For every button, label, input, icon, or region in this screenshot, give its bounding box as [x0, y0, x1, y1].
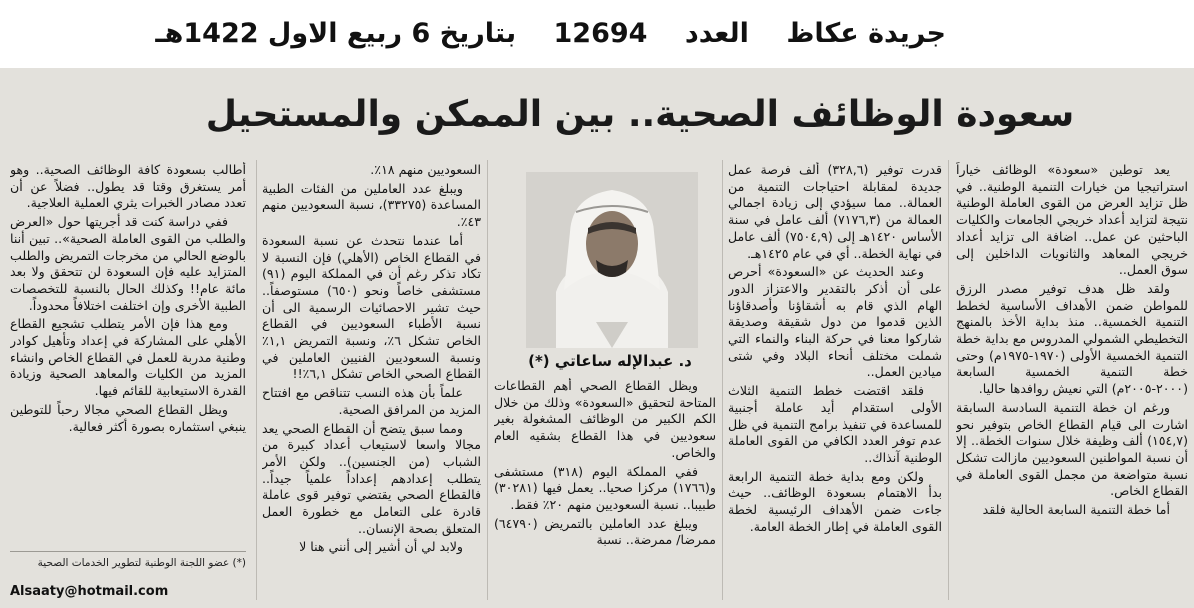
article-column-4	[262, 162, 481, 602]
article-column-2	[728, 162, 942, 602]
newspaper-name: جريدة عكاظ	[786, 18, 946, 49]
issue-label: العدد	[684, 18, 749, 49]
column-divider	[722, 160, 723, 600]
article-title: سعودة الوظائف الصحية.. بين الممكن والمستحيل	[205, 94, 1075, 135]
author-portrait-image	[526, 172, 698, 348]
column-divider	[948, 160, 949, 600]
page-header	[0, 0, 1194, 68]
author-photo	[526, 172, 698, 348]
paragraph: ورغم ان خطة التنمية السادسة السابقة اشارت الى قيام القطاع الخاص بتوفير نحو (١٥٤,٧) ألف وظيفة خلال سنوات الخطة.. إلا أن نسبة المواطنين السعوديين مازالت تشكل نسبة متواضعة من مجمل القوى العاملة في القطاع الخاص.	[956, 399, 1188, 499]
paragraph: قدرت توفير (٣٢٨,٦) ألف فرصة عمل جديدة لمقابلة احتياجات التنمية من العمالة.. مما سيؤدي إلى زيادة اجمالي العمالة من (٧١٧٦,٣) ألف عامل في سنة الأساس ١٤٢٠هـ إلى (٧٥٠٤,٩) ألف عامل في نهاية الخطة.. أي في عام ١٤٢٥هـ.	[728, 162, 942, 261]
paragraph: ولابد لي أن أشير إلى أنني هنا لا	[299, 539, 463, 555]
author-caption: د. عبدالإله ساعاتي (*)	[528, 352, 692, 370]
author-email: Alsaaty@hotmail.com	[10, 584, 169, 599]
paragraph: علماً بأن هذه النسب تتناقص مع افتتاح المزيد من المرافق الصحية.	[262, 385, 481, 417]
article-column-1	[956, 162, 1188, 602]
issue-number: 12694	[553, 18, 648, 49]
paragraph: ويبلغ عدد العاملين من الفئات الطبية المساعدة (٣٣٢٧٥)، نسبة السعوديين منهم ٤٣٪.	[262, 180, 481, 230]
article-column-5	[10, 162, 246, 546]
paragraph: السعوديين منهم ١٨٪.	[370, 162, 481, 177]
paragraph: فلقد اقتضت خطط التنمية الثلاث الأولى استقدام أيد عاملة أجنبية للمساعدة في تنفيذ برامج التنمية في ظل عدم توفر العدد الكافي من القوى العاملة الوطنية آنذاك..	[728, 383, 942, 465]
paragraph: أما عندما نتحدث عن نسبة السعودة في القطاع الخاص (الأهلي) فإن النسبة لا تكاد تذكر رغم أن في المملكة اليوم (٩١) مستشفى خاصاً ونحو (٦٥٠) مستوصفاً.. حيث تشير الاحصائيات الرسمية الى أن نسبة الأطباء السعوديين في القطاع الخاص تشكل ٦٪، ونسبة التمريض ١,١٪ ونسبة السعوديين الفنيين العاملين في القطاع الصحي الخاص تشكل ٦,١٪!!	[262, 232, 481, 382]
article-column-3	[494, 378, 716, 604]
paragraph: ففي دراسة كنت قد أجريتها حول «العرض والطلب من القوى العاملة الصحية».. تبين أننا بالوضع الحالي من مخرجات التمريض والطلب المتزايد عليه فإن السعودة لن تتحقق ولا بعد مائة عام!! وكذلك الحال بالنسبة للتخصصات الطبية الأخرى وإن اختلفت اختلافاً محدوداً.	[10, 214, 246, 313]
footnote-divider	[10, 551, 246, 552]
paragraph: ومع هذا فإن الأمر يتطلب تشجيع القطاع الأهلي على المشاركة في إعداد وتأهيل كوادر وطنية مدربة للعمل في القطاع الخاص وانشاء المزيد من الكليات والمعاهد الصحية وزيادة القدرة الاستيعابية للقائم فيها.	[10, 316, 246, 399]
paragraph: ففي المملكة اليوم (٣١٨) مستشفى و(١٧٦٦) مركزا صحيا.. يعمل فيها (٣٠٢٨١) طبيبا.. نسبة السعوديين منهم ٢٠٪ فقط.	[494, 463, 716, 512]
paragraph: ولكن ومع بداية خطة التنمية الرابعة بدأ الاهتمام بسعودة الوظائف.. حيث جاءت ضمن الأهداف الرئيسية لخطة القوى العاملة في إطار الخطة العامة.	[728, 468, 942, 534]
paragraph: ومما سبق يتضح أن القطاع الصحي يعد مجالا واسعا لاستيعاب أعداد كبيرة من الشباب (من الجنسين).. ولكن الأمر يتطلب إعدادهم إعداداً علمياً جيداً.. فالقطاع الصحي يقتضي توفير قوى عاملة قادرة على التعامل مع خطورة العمل المتعلق بصحة الإنسان..	[262, 420, 481, 536]
masthead	[155, 18, 960, 49]
author-footnote: (*) عضو اللجنة الوطنية لتطوير الخدمات الصحية	[37, 557, 246, 569]
paragraph: ويظل القطاع الصحي أهم القطاعات المتاحة لتحقيق «السعودة» وذلك من خلال الكم الكبير من الوظائف المشغولة بغير سعوديين في هذا القطاع بشقيه العام والخاص.	[494, 378, 716, 460]
paragraph: ويظل القطاع الصحي مجالا رحباً للتوطين ينبغي استثماره بصورة أكثر فعالية.	[10, 401, 246, 434]
issue-date: بتاريخ 6 ربيع الاول 1422هـ	[155, 18, 517, 49]
paragraph: ولقد ظل هدف توفير مصدر الرزق للمواطن ضمن الأهداف الأساسية لخطط التنمية الخمسية.. منذ بداية الأخذ بالمنهج التخطيطي الشمولي المدروس مع بداية خطة التنمية الخمسية الأولى (١٩٧٠-١٩٧٥م) وحتى خطة التنمية الخمسية السابعة (٢٠٠٠-٢٠٠٥م) التي نعيش روافدها حاليا.	[956, 280, 1188, 397]
paragraph: أطالب بسعودة كافة الوظائف الصحية.. وهو أمر يستغرق وقتا قد يطول.. فضلاً عن أن تعدد مصادر الخبرات يثري العملية العلاجية.	[10, 162, 246, 211]
paragraph: وعند الحديث عن «السعودة» أحرص على أن أذكر بالتقدير والاعتزاز الدور الهام الذي قام به أشقاؤنا وأصدقاؤنا الذين قدموا من دول شقيقة وصديقة شاركوا معنا في حركة البناء والنماء التي شملت مختلف أنحاء البلاد وفي شتى ميادين العمل..	[728, 264, 942, 380]
paragraph: أما خطة التنمية السابعة الحالية فلقد	[982, 502, 1170, 518]
paragraph: يعد توطين «سعودة» الوظائف خياراً استراتيجيا من خيارات التنمية الوطنية.. في ظل تزايد العرض من القوى العاملة الوطنية نتيجة لتزايد أعداد خريجي الجامعات والكليات الباحثين عن عمل.. اضافة الى تزايد أعداد خريجي المعاهد والثانويات الداخلين إلى سوق العمل..	[956, 162, 1188, 278]
paragraph: ويبلغ عدد العاملين بالتمريض (٦٤٧٩٠) ممرضا/ ممرضة.. نسبة	[494, 515, 716, 548]
column-divider	[487, 160, 488, 600]
column-divider	[256, 160, 257, 600]
